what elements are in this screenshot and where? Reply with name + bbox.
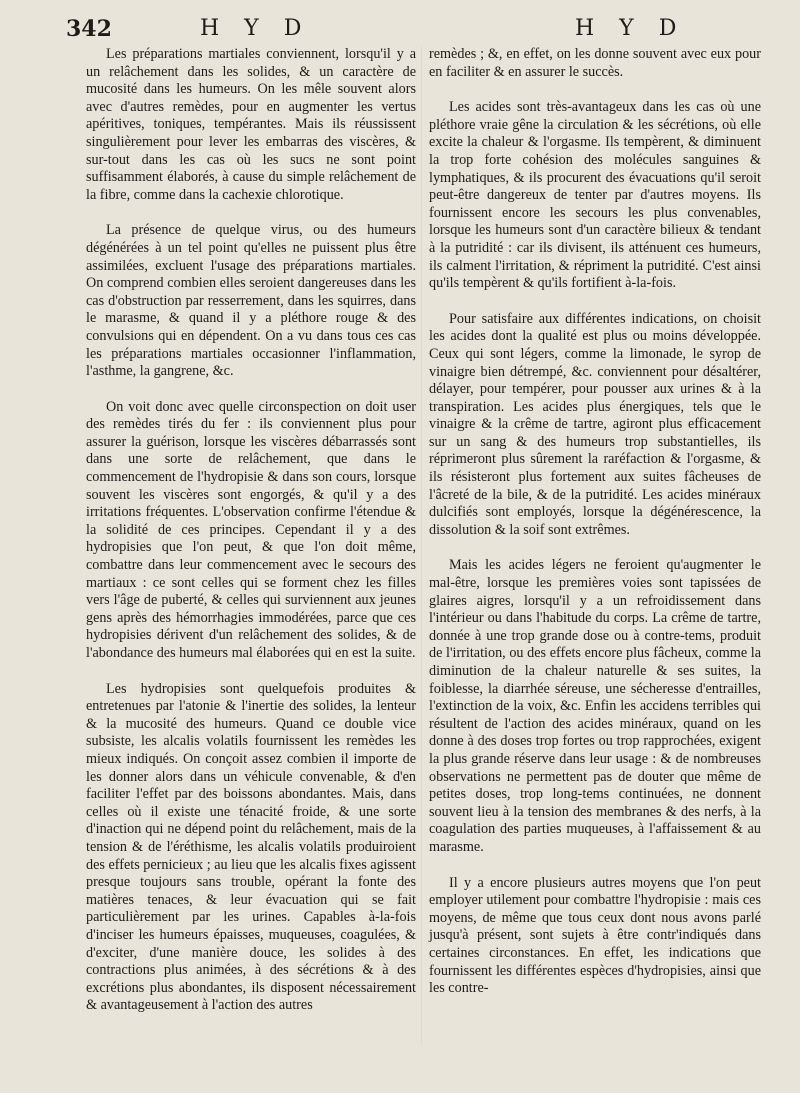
column-gutter	[421, 46, 422, 1046]
running-title-left: H Y D	[200, 16, 311, 41]
page-number: 342	[66, 16, 112, 42]
paragraph: On voit donc avec quelle circonspection on doit user des remèdes tirés du fer : ils conviennent plus pour assurer la guérison, lorsque les viscères débarrassés sont dans une sorte de relâchement, que dans le commencement de l'hydropisie & dans son cours, lorsque souvent les viscères sont engorgés, & qu'il y a des irritations fréquentes. L'observation confirme l'étendue & la solidité de ces principes. Cependant il y a des hydropisies que l'on peut, & que l'on doit même, combattre dans leur commencement avec le secours des martiaux : ce sont celles qui se forment chez les filles vers l'âge de puberté, & celles qui surviennent aux jeunes gens après des hémorrhagies immodérées, parce que ces hydropisies dérivent d'un relâchement des solides, & de l'abondance des humeurs mal élaborées qui en est la suite.	[86, 398, 416, 661]
paragraph: Les acides sont très-avantageux dans les cas où une pléthore vraie gêne la circulation & les sécrétions, où elle excite la chaleur & l'orgasme. Ils tempèrent, & diminuent la trop forte cohésion des molécules sanguines & lymphatiques, & ils procurent des évacuations qu'il seroit peut-être dangereux de tenter par d'autres moyens. Ils fournissent encore les secours les plus convenables, lorsque les humeurs sont d'un caractère bilieux & tendant à la putridité : car ils divisent, ils atténuent ces humeurs, ils calment l'irritation, & répriment la putridité. C'est ainsi qu'ils tempèrent & qu'ils fortifient à-la-fois.	[429, 99, 761, 292]
paragraph: Les hydropisies sont quelquefois produites & entretenues par l'atonie & l'inertie des solides, la lenteur & la mucosité des humeurs. Quand ce double vice subsiste, les alcalis volatils fournissent les remèdes les mieux indiqués. On conçoit assez combien il importe de les donner alors dans un véhicule convenable, & d'en faciliter l'effet par des boissons abondantes. Mais, dans celles où il existe une ténacité froide, & une sorte d'inaction qui ne dépend point du relâchement, mais de la tension & de l'éréthisme, les alcalis volatils produiroient des effets pernicieux ; au lieu que les alcalis fixes agissent presque toujours sans trouble, opérant la fonte des matières tenaces, & leur évacuation qui se fait particulièrement par les urines. Capables à-la-fois d'inciser les humeurs épaisses, muqueuses, coagulées, & d'exciter, d'une manière douce, les solides à des contractions plus animées, à des sécrétions & à des excrétions plus abondantes, ils disposent nécessairement & avantageusement à l'action des autres	[86, 680, 416, 1014]
paragraph: remèdes ; &, en effet, on les donne souvent avec eux pour en faciliter & en assurer le succès.	[429, 46, 761, 80]
running-title-right: H Y D	[575, 16, 686, 41]
left-column	[86, 46, 416, 1033]
paragraph: Il y a encore plusieurs autres moyens que l'on peut employer utilement pour combattre l'hydropisie : mais ces moyens, de même que tous ceux dont nous avons parlé jusqu'à présent, sont sujets à être contr'indiqués dans certaines circonstances. En effet, les indications que fournissent les différentes espèces d'hydropisies, ainsi que les contre-	[429, 874, 761, 997]
running-head	[0, 14, 800, 44]
paragraph: La présence de quelque virus, ou des humeurs dégénérées à un tel point qu'elles ne puissent plus être assimilées, excluent l'usage des préparations martiales. On comprend combien elles seroient dangereuses dans les cas d'obstruction par resserrement, dans les squirres, dans le marasme, & quand il y a pléthore rouge & des convulsions qui en dépendent. On a vu dans tous ces cas les préparations martiales occasionner l'inflammation, l'asthme, la gangrene, &c.	[86, 222, 416, 380]
right-column	[429, 46, 761, 1016]
paragraph: Les préparations martiales conviennent, lorsqu'il y a un relâchement dans les solides, & un caractère de mucosité dans les humeurs. On les mêle souvent alors avec d'autres remèdes, pour en augmenter les vertus apéritives, toniques, tempérantes. Mais ils réussissent singulièrement pour lever les embarras des viscères, & sur-tout dans les cas où les sucs ne sont point suffisamment élaborés, à cause du simple relâchement de la fibre, comme dans la cachexie chlorotique.	[86, 46, 416, 203]
paragraph: Mais les acides légers ne feroient qu'augmenter le mal-être, lorsque les premières voies sont tapissées de glaires aigres, lorsqu'il y a un refroidissement dans l'intérieur ou dans l'habitude du corps. La crême de tartre, donnée à une trop grande dose ou à contre-tems, produit de l'irritation, ou des effets encore plus fâcheux, comme la diminution de la chaleur naturelle & ses suites, la foiblesse, la diarrhée séreuse, une sécheresse d'entrailles, l'extinction de la voix, &c. Enfin les accidens terribles qui résultent de l'action des acides minéraux, quand on les donne à des doses trop fortes ou trop rapprochées, exigent la plus grande réserve dans leur usage : & de nombreuses observations ne permettent pas de douter que même de petites doses, trop long-tems continuées, ne donnent souvent lieu à la tension des membranes & des nerfs, à la coagulation des parties muqueuses, à l'affaissement & au marasme.	[429, 557, 761, 855]
paragraph: Pour satisfaire aux différentes indications, on choisit les acides dont la qualité est plus ou moins développée. Ceux qui sont légers, comme la limonade, le syrop de vinaigre bien détrempé, &c. conviennent pour désaltérer, délayer, pour tempérer, pour pousser aux urines & à la transpiration. Les acides plus énergiques, tels que le vinaigre & la crême de tartre, agiront plus efficacement sur un sang & des humeurs trop substantielles, ils réprimeront plus sûrement la raréfaction & l'orgasme, & ils résisteront plus fortement aux suites fâcheuses de l'âcreté de la bile, & de la putridité. Les acides minéraux dulcifiés sont employés, lorsque la dégénérescence, la dissolution & la soif sont extrêmes.	[429, 310, 761, 538]
